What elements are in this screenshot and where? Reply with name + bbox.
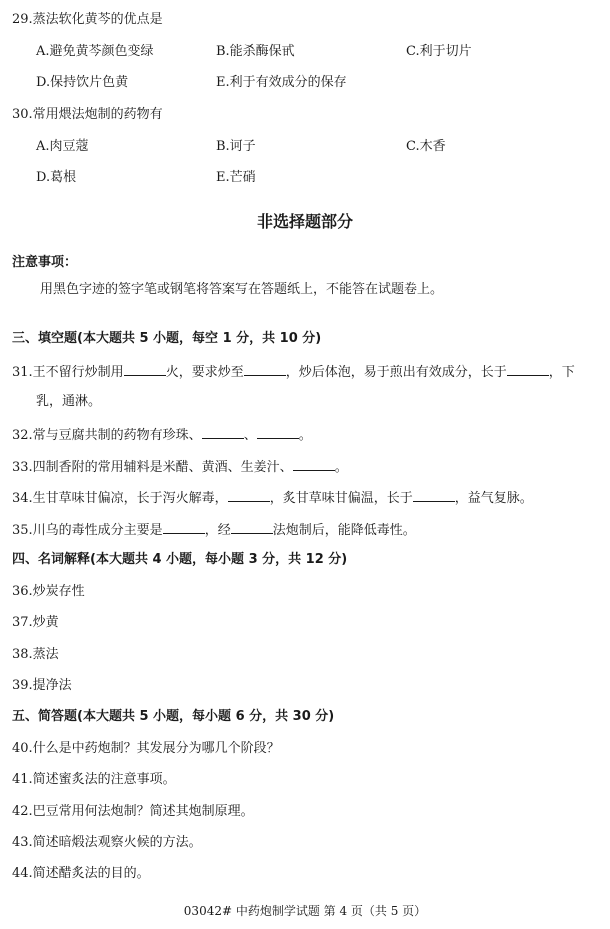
- question-30-stem: 30.常用煨法炮制的药物有: [12, 107, 163, 122]
- question-40: 40.什么是中药炮制？其发展分为哪几个阶段？: [12, 741, 280, 756]
- q30-option-a: A.肉豆蔻: [36, 139, 89, 154]
- q29-option-b: B.能杀酶保甙: [216, 44, 295, 59]
- q32-text-3: 。: [298, 428, 312, 443]
- q35-text-3: 法炮制后，能降低毒性。: [272, 523, 416, 538]
- q35-text-1: 35.川乌的毒性成分主要是: [12, 523, 163, 538]
- q30-option-d: D.葛根: [36, 170, 77, 185]
- question-42: 42.巴豆常用何法炮制？简述其炮制原理。: [12, 804, 254, 819]
- section-title: 非选择题部分: [256, 212, 353, 231]
- q31-text-1: 31.王不留行炒制用: [12, 365, 124, 380]
- question-33: [12, 458, 348, 476]
- q33-text-1: 33.四制香附的常用辅料是米醋、黄酒、生姜汁、: [12, 460, 293, 475]
- q30-option-b: B.诃子: [216, 139, 256, 154]
- q29-option-d: D.保持饮片色黄: [36, 75, 129, 90]
- q32-blank-2: [257, 426, 299, 439]
- q35-text-2: ，经: [204, 523, 231, 538]
- q31-blank-1: [124, 363, 166, 376]
- q34-blank-1: [228, 489, 270, 502]
- part5-heading: 五、简答题(本大题共 5 小题，每小题 6 分，共 30 分): [12, 709, 335, 724]
- q32-text-1: 32.常与豆腐共制的药物有珍珠、: [12, 428, 202, 443]
- q29-option-c: C.利于切片: [406, 44, 472, 59]
- q34-text-2: ，炙甘草味甘偏温，长于: [269, 491, 413, 506]
- question-36: 36.炒炭存性: [12, 584, 85, 599]
- notice-body: 用黑色字迹的签字笔或钢笔将答案写在答题纸上，不能答在试题卷上。: [40, 282, 444, 297]
- q34-text-3: ，益气复脉。: [454, 491, 533, 506]
- q33-text-2: 。: [334, 460, 348, 475]
- part3-heading: 三、填空题(本大题共 5 小题，每空 1 分，共 10 分): [12, 331, 322, 346]
- question-38: 38.蒸法: [12, 647, 59, 662]
- q34-text-1: 34.生甘草味甘偏凉，长于泻火解毒，: [12, 491, 228, 506]
- q31-text-2: 火，要求炒至: [165, 365, 244, 380]
- notice-heading: 注意事项：: [12, 255, 78, 270]
- page-footer: 03042# 中药炮制学试题 第 4 页（共 5 页）: [183, 904, 427, 918]
- question-35: [12, 521, 416, 539]
- q31-blank-2: [244, 363, 286, 376]
- q33-blank-1: [293, 458, 335, 471]
- q31-text-3: ，炒后体泡，易于煎出有效成分，长于: [285, 365, 507, 380]
- question-44: 44.简述醋炙法的目的。: [12, 866, 150, 881]
- q34-blank-2: [413, 489, 455, 502]
- part4-heading: 四、名词解释(本大题共 4 小题，每小题 3 分，共 12 分): [12, 552, 348, 567]
- q29-option-e: E.利于有效成分的保存: [216, 75, 347, 90]
- q35-blank-2: [231, 521, 273, 534]
- q32-text-2: 、: [243, 428, 257, 443]
- question-31-continued: 乳，通淋。: [36, 394, 102, 409]
- question-34: [12, 489, 533, 507]
- question-41: 41.简述蜜炙法的注意事项。: [12, 772, 176, 787]
- q30-option-c: C.木香: [406, 139, 446, 154]
- question-37: 37.炒黄: [12, 615, 59, 630]
- q31-blank-3: [507, 363, 549, 376]
- q30-option-e: E.芒硝: [216, 170, 256, 185]
- question-32: [12, 426, 312, 444]
- q35-blank-1: [163, 521, 205, 534]
- question-43: 43.简述暗煅法观察火候的方法。: [12, 835, 202, 850]
- question-39: 39.提净法: [12, 678, 72, 693]
- q31-text-4: ，下: [548, 365, 575, 380]
- q29-option-a: A.避免黄芩颜色变绿: [36, 44, 154, 59]
- q32-blank-1: [202, 426, 244, 439]
- question-31: [12, 363, 575, 381]
- question-29-stem: 29.蒸法软化黄芩的优点是: [12, 12, 163, 27]
